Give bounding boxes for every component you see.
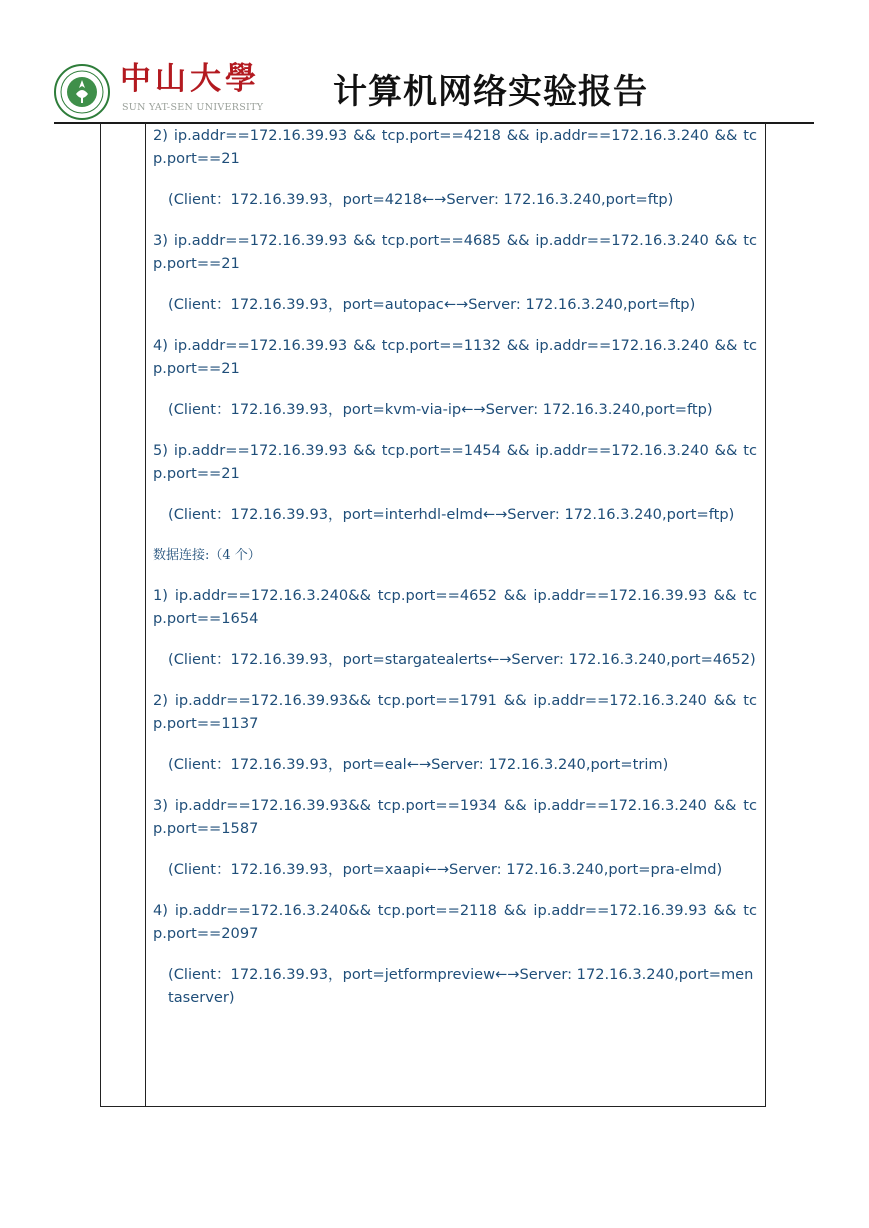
data-connection-heading: 数据连接:（4 个） — [153, 548, 261, 563]
control-filter: 5) ip.addr==172.16.39.93 && tcp.port==1454 && ip.addr==172.16.3.240 && tcp.port==21 — [153, 442, 757, 482]
control-filter: 3) ip.addr==172.16.39.93 && tcp.port==4685 && ip.addr==172.16.3.240 && tcp.port==21 — [153, 232, 757, 272]
control-connection-detail: (Client：172.16.39.93，port=autopac←→Server: 172.16.3.240,port=ftp) — [168, 296, 696, 313]
data-connection-detail: (Client：172.16.39.93，port=eal←→Server: 172.16.3.240,port=trim) — [168, 756, 669, 773]
control-filter: 4) ip.addr==172.16.39.93 && tcp.port==1132 && ip.addr==172.16.3.240 && tcp.port==21 — [153, 337, 757, 377]
data-filter: 3) ip.addr==172.16.39.93&& tcp.port==1934 && ip.addr==172.16.3.240 && tcp.port==1587 — [153, 797, 757, 837]
data-connection-detail: (Client：172.16.39.93，port=xaapi←→Server: 172.16.3.240,port=pra-elmd) — [168, 861, 723, 878]
university-name-en: SUN YAT-SEN UNIVERSITY — [122, 102, 264, 113]
data-filter: 2) ip.addr==172.16.39.93&& tcp.port==1791 && ip.addr==172.16.3.240 && tcp.port==1137 — [153, 692, 757, 732]
control-filter: 2) ip.addr==172.16.39.93 && tcp.port==4218 && ip.addr==172.16.3.240 && tcp.port==21 — [153, 127, 757, 167]
university-name-cn: 中山大學 — [120, 61, 260, 97]
control-connection-detail: (Client：172.16.39.93，port=4218←→Server: 172.16.3.240,port=ftp) — [168, 191, 674, 208]
data-filter: 1) ip.addr==172.16.3.240&& tcp.port==4652 && ip.addr==172.16.39.93 && tcp.port==1654 — [153, 587, 757, 627]
university-seal-icon — [54, 64, 110, 120]
control-connection-detail: (Client：172.16.39.93，port=interhdl-elmd←→Server: 172.16.3.240,port=ftp) — [168, 506, 735, 523]
data-connection-detail: (Client：172.16.39.93，port=jetformpreview←→Server: 172.16.3.240,port=mentaserver) — [168, 966, 754, 1006]
report-content — [153, 124, 757, 1027]
control-connection-detail: (Client：172.16.39.93，port=kvm-via-ip←→Server: 172.16.3.240,port=ftp) — [168, 401, 713, 418]
page-header — [0, 0, 869, 125]
data-filter: 4) ip.addr==172.16.3.240&& tcp.port==2118 && ip.addr==172.16.39.93 && tcp.port==2097 — [153, 902, 757, 942]
report-title: 计算机网络实验报告 — [333, 72, 648, 112]
data-connection-detail: (Client：172.16.39.93，port=stargatealerts←→Server: 172.16.3.240,port=4652) — [168, 651, 756, 668]
table-column-divider — [145, 123, 146, 1107]
